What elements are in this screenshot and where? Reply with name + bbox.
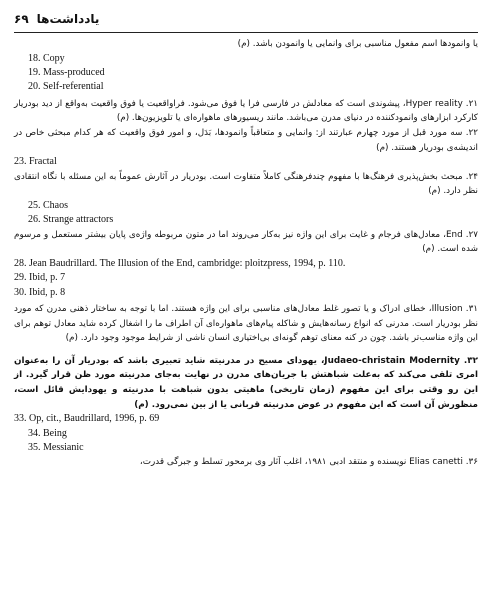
endnote-30: 30. Ibid, p. 8: [14, 286, 66, 298]
page-number: ۶۹: [14, 12, 29, 26]
endnote-continuation: یا وانمودها اسم مفعول مناسبی برای وانمایی یا وانمودن باشد. (م): [237, 39, 478, 49]
endnote-25: 25. Chaos: [28, 199, 68, 211]
endnote-27: ۲۷. End، معادل‌های فرجام و غایت برای این واژه نیز به‌کار می‌روند اما در متون مربوطه واژه‌ی پایان بیشتر مستعمل و مرسوم شده است. (م): [14, 229, 478, 255]
endnote-19: 19. Mass-produced: [28, 67, 105, 78]
endnote-33: 33. Op, cit., Baudrillard, 1996, p. 69: [14, 413, 160, 425]
endnotes-list: [14, 37, 478, 470]
running-header-title: یادداشت‌ها: [36, 12, 100, 26]
endnote-22: ۲۲. سه مورد قبل از مورد چهارم عبارتند از: وانمایی و متعاقباً وانمودها، بَدَل، و امور فوق واقعیت که هر کدام مبحثی خاص در اندیشه‌ی بودریار هستند. (م): [14, 128, 478, 153]
header-rule: [14, 32, 478, 33]
running-header: [14, 8, 478, 30]
endnote-23: 23. Fractal: [14, 156, 57, 168]
endnote-28: 28. Jean Baudrillard. The Illusion of the End, cambridge: ploitzpress, 1994, p. 110.: [14, 257, 346, 269]
endnote-36: ۳۶. Elias canetti نویسنده و منتقد ادبی ۱۹۸۱، اغلب آثار وی برمحور تسلط و جبرگی قدرت،: [139, 457, 478, 468]
endnote-31: ۳۱. Illusion، خطای ادراک و یا تصور غلط معادل‌های مناسبی برای این واژه هستند. اما با توجه به ساختار ذهنی مدرن که مورد نظر بودریار است. مدرنی که انواع رسانه‌هایش و شاکله پیام‌های ماهواره‌ای آن اطراف ما را اشغال کرده شاید معادل توهم برای این واژه مناسب‌تر باشد. چون در کنه معنای توهم گونه‌ای بی‌اختیاری انسان ناشی از شرایط موجود وجود دارد. (م): [14, 304, 479, 344]
endnote-26: 26. Strange attractors: [28, 214, 114, 226]
endnote-35: 35. Messianic: [28, 441, 84, 453]
endnote-34: 34. Being: [28, 427, 67, 439]
endnote-21: ۲۱. Hyper reality، پیشوندی است که معادلش در فارسی فرا یا فوق می‌شود. فراواقعیت یا فوق واقعیت به‌واقع از دید بودریار کارکرد ابزارهای وانمودکننده در دنیای مدرن می‌باشد. مانند ریسیورهای ماهواره‌ای یا تلویزیون‌ها. (م): [14, 98, 479, 124]
endnote-29: 29. Ibid, p. 7: [14, 272, 66, 284]
endnote-32: ۳۲. Judaeo-christain Modernity، یهودای مسیح در مدرنیته شاید تعبیری باشد که بودریار آن را به‌عنوان امری تلقی می‌کند که به‌علت شباهتش با جریان‌های مدرن در نهایت به‌جای مدرنیته مورد ظن قرار گیرد. از این رو وقتی برای این مفهوم (زمان تاریخی) ماهیتی بدون شباهت با مدرنیته و یهودایش قائل است، منظورش آن است که این مفهوم در عوض مدرنیته قربانی یا از بین نمی‌رود. (م): [14, 355, 478, 410]
endnote-20: 20. Self-referential: [28, 81, 104, 93]
endnote-18: 18. Copy: [28, 52, 65, 64]
endnote-24: ۲۴. مبحث بخش‌پذیری فرهنگ‌ها با مفهوم چندفرهنگی کاملاً متفاوت است. بودریار در آثارش عموماً به این مسئله با نگاه انتقادی نظر دارد. (م): [14, 171, 478, 197]
